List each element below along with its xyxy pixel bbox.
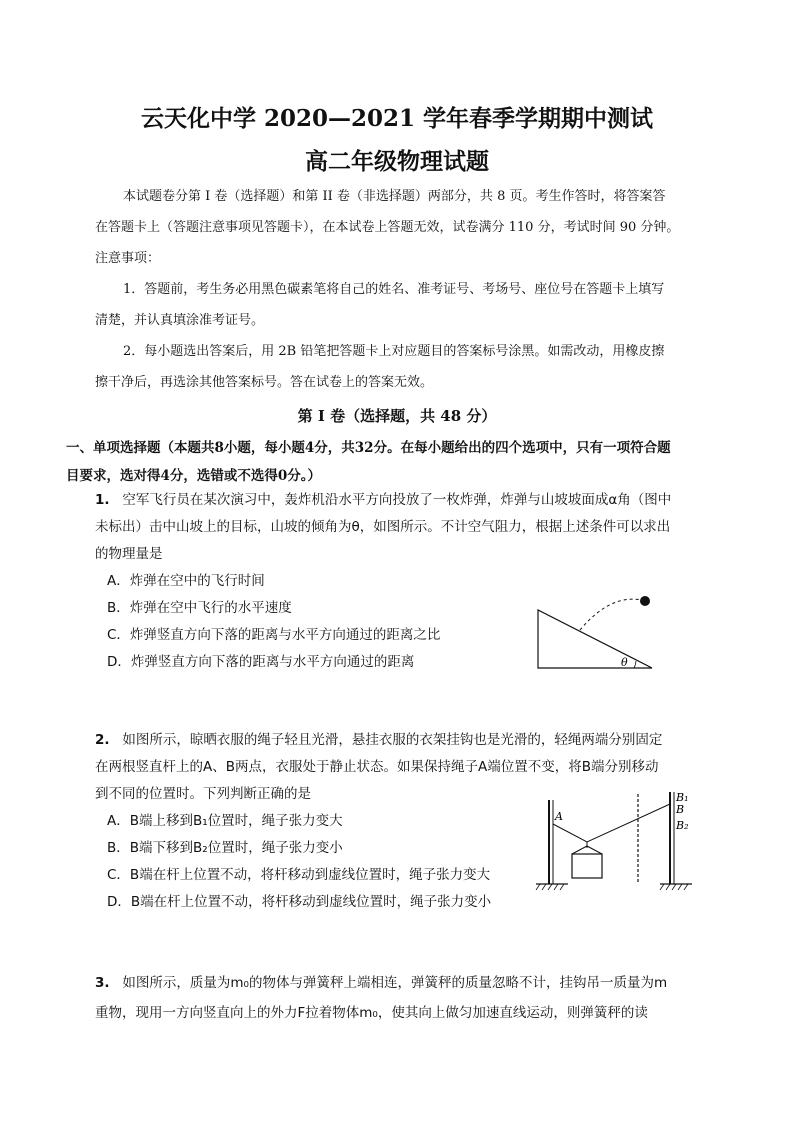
label-b: B bbox=[676, 803, 685, 816]
label-a: A bbox=[555, 810, 563, 823]
q2-clothesline-figure bbox=[532, 788, 702, 894]
question-text: 重物，现用一方向竖直向上的外力F拉着物体m₀，使其向上做匀加速直线运动，则弹簧秤的读 bbox=[95, 1005, 648, 1021]
question-text: 到不同的位置时。下列判断正确的是 bbox=[95, 786, 311, 802]
exam-title: 云天化中学 2020—2021 学年春季学期期中测试 bbox=[140, 105, 654, 132]
question-text: 如图所示，质量为m₀的物体与弹簧秤上端相连，弹簧秤的质量忽略不计，挂钩吊一质量为m bbox=[122, 975, 668, 991]
option-a[interactable]: A．B端上移到B₁位置时，绳子张力变大 bbox=[107, 813, 343, 829]
question-3 bbox=[95, 968, 715, 1028]
incline-triangle bbox=[538, 610, 652, 668]
notice-item-2: 2．每小题选出答案后，用 2B 铅笔把答题卡上对应题目的答案标号涂黑。如需改动，用橡皮擦 bbox=[123, 344, 665, 359]
question-text: 未标出）击中山坡上的目标，山坡的倾角为θ，如图所示。不计空气阻力，根据上述条件可以求出 bbox=[95, 519, 671, 535]
question-text: 在两根竖直杆上的A、B两点，衣服处于静止状态。如果保持绳子A端位置不变，将B端分别移动 bbox=[95, 759, 659, 775]
trajectory-path bbox=[580, 599, 642, 630]
exam-subtitle: 高二年级物理试题 bbox=[305, 148, 489, 175]
part-instructions bbox=[66, 434, 714, 490]
question-number: 3. bbox=[95, 975, 110, 991]
option-c[interactable]: C．炸弹竖直方向下落的距离与水平方向通过的距离之比 bbox=[107, 627, 441, 643]
angle-arc bbox=[634, 661, 636, 668]
option-a[interactable]: A．炸弹在空中的飞行时间 bbox=[107, 573, 265, 589]
question-number: 1. bbox=[95, 492, 110, 508]
intro-text bbox=[95, 181, 715, 398]
question-text: 的物理量是 bbox=[95, 546, 163, 562]
option-d[interactable]: D．B端在杆上位置不动，将杆移动到虚线位置时，绳子张力变小 bbox=[107, 894, 492, 910]
notice-item-1-cont: 清楚，并认真填涂准考证号。 bbox=[95, 313, 265, 328]
question-number: 2. bbox=[95, 732, 110, 748]
clothes bbox=[572, 854, 602, 878]
intro-line: 本试题卷分第 I 卷（选择题）和第 II 卷（非选择题）两部分，共 8 页。考生作答时，将答案答 bbox=[123, 189, 666, 204]
notice-label: 注意事项： bbox=[95, 251, 161, 266]
option-b[interactable]: B．B端下移到B₂位置时，绳子张力变小 bbox=[107, 840, 343, 856]
notice-item-1: 1．答题前，考生务必用黑色碳素笔将自己的姓名、准考证号、考场号、座位号在答题卡上填写 bbox=[123, 282, 665, 297]
bomb-dot bbox=[640, 596, 650, 606]
label-b1: B₁ bbox=[676, 791, 689, 804]
ground-hatch bbox=[536, 884, 688, 890]
section-title: 第 I 卷（选择题，共 48 分） bbox=[297, 407, 497, 425]
part-line: 一、单项选择题（本题共8小题，每小题4分，共32分。在每小题给出的四个选项中，只有一项符合题 bbox=[66, 440, 671, 456]
q2-options bbox=[107, 808, 491, 916]
option-d[interactable]: D．炸弹竖直方向下落的距离与水平方向通过的距离 bbox=[107, 654, 415, 670]
q1-options bbox=[107, 568, 440, 676]
intro-line: 在答题卡上（答题注意事项见答题卡），在本试卷上答题无效，试卷满分 110 分，考试时间 90 分钟。 bbox=[95, 220, 680, 235]
rope bbox=[553, 804, 670, 842]
option-c[interactable]: C．B端在杆上位置不动，将杆移动到虚线位置时，绳子张力变大 bbox=[107, 867, 491, 883]
angle-label: θ bbox=[621, 656, 628, 669]
question-1 bbox=[95, 487, 715, 568]
part-line: 目要求，选对得4分，选错或不选得0分。） bbox=[66, 468, 322, 484]
label-b2: B₂ bbox=[676, 819, 689, 832]
question-text: 如图所示，晾晒衣服的绳子轻且光滑，悬挂衣服的衣架挂钩也是光滑的，轻绳两端分别固定 bbox=[122, 732, 663, 748]
q1-incline-figure bbox=[530, 592, 660, 672]
option-b[interactable]: B．炸弹在空中飞行的水平速度 bbox=[107, 600, 292, 616]
notice-item-2-cont: 擦干净后，再选涂其他答案标号。答在试卷上的答案无效。 bbox=[95, 375, 434, 390]
question-text: 空军飞行员在某次演习中，轰炸机沿水平方向投放了一枚炸弹，炸弹与山坡坡面成α角（图中 bbox=[122, 492, 672, 508]
